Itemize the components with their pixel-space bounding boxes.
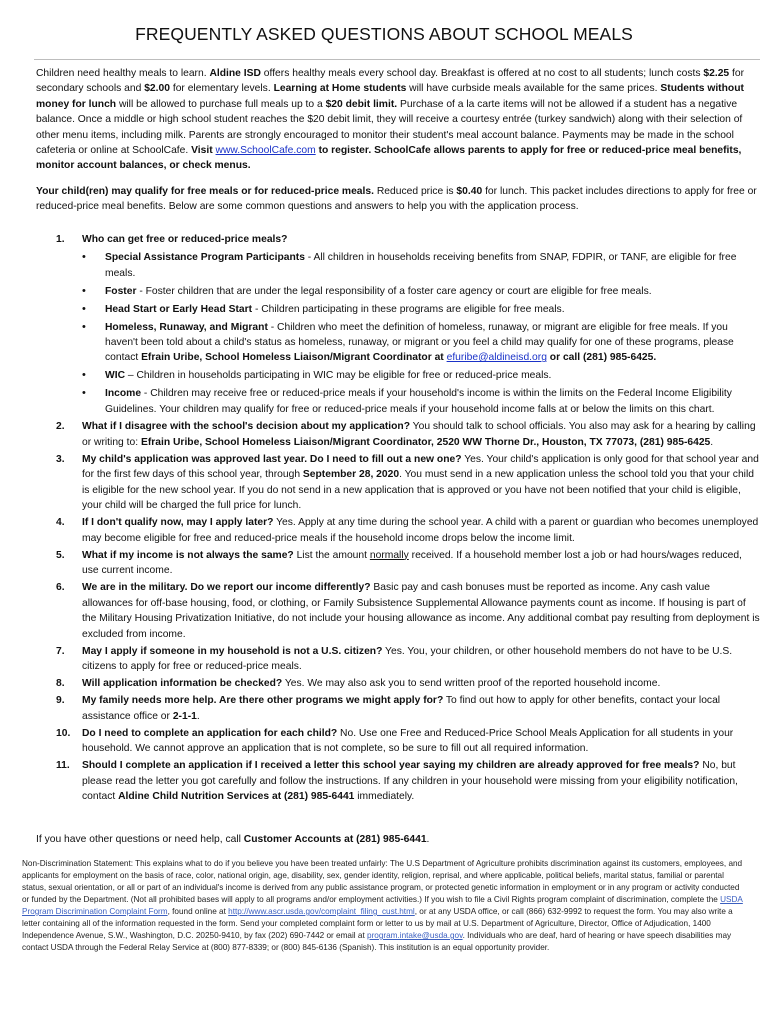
bullet-item — [82, 284, 760, 299]
bullet-item — [82, 368, 760, 383]
faq-number: 9. — [56, 695, 65, 707]
faq-answer: . — [196, 710, 200, 722]
faq-item — [36, 676, 760, 691]
bullet-icon: • — [82, 302, 86, 315]
intro-text: offers healthy meals every school day. Breakfast is offered at no cost to all students; lunch costs — [260, 68, 704, 79]
debit-limit: $20 debit limit. — [325, 98, 398, 110]
intro-text: Children need healthy meals to learn. — [36, 68, 210, 79]
faq-item — [36, 580, 760, 642]
faq-number: 4. — [56, 517, 65, 529]
bullet-text: - Children participating in these programs are eligible for free meals. — [252, 303, 565, 315]
usda-email-link[interactable]: program.intake@usda.gov — [367, 931, 463, 940]
eligibility-paragraph — [36, 184, 760, 215]
eligibility-bold: Your child(ren) may qualify for free meals or for reduced-price meals. — [36, 186, 374, 197]
faq-item — [36, 419, 760, 450]
faq-answer: No. Use one Free and Reduced-Price School Meals Application for all students in your household. We cannot approve an application that is not complete, so be sure to fill out all required information. — [82, 727, 734, 755]
deadline-date: September 28, 2020 — [302, 469, 400, 481]
faq-question: We are in the military. Do we report our income differently? — [82, 582, 371, 594]
title-divider — [34, 59, 760, 60]
faq-number: 7. — [56, 645, 65, 657]
bullet-text: - All children in households receiving benefits from SNAP, FDPIR, or TANF, are eligible for free meals. — [105, 252, 737, 279]
reduced-price: $0.40 — [456, 186, 483, 197]
bullet-bold: or call (281) 985-6425. — [546, 352, 657, 364]
bullet-icon: • — [82, 320, 86, 333]
faq-answer: You should talk to school officials. You also may ask for a hearing by calling or writing to: — [82, 421, 756, 448]
faq-question: Do I need to complete an application for each child? — [82, 727, 338, 739]
bullet-text: - Foster children that are under the legal responsibility of a foster care agency or court are eligible for free meals. — [136, 285, 652, 297]
complaint-form-link[interactable]: USDA Program Discrimination Complaint Form — [22, 895, 743, 916]
bullet-item — [82, 250, 760, 281]
intro-paragraph — [36, 66, 760, 174]
eligibility-bullets — [82, 250, 760, 417]
non-discrimination-statement — [22, 858, 748, 954]
faq-number: 8. — [56, 678, 65, 690]
bullet-heading: Homeless, Runaway, and Migrant — [105, 321, 268, 333]
faq-answer: . You must send in a new application unless the school told you that your child is eligible for the new school year. If you do not send in a new application that is approved or you have not been notified that your child is eligible, your child will be charged the full price for lunch. — [82, 469, 754, 512]
faq-item — [36, 515, 760, 546]
faq-answer-bold: 2-1-1 — [172, 710, 197, 722]
schoolcafe-link[interactable]: www.SchoolCafe.com — [215, 145, 316, 157]
elementary-price: $2.00 — [144, 83, 170, 95]
faq-item — [36, 644, 760, 675]
bullet-heading: Special Assistance Program Participants — [105, 252, 305, 264]
faq-item — [36, 548, 760, 579]
bullet-item — [82, 320, 760, 366]
contact-text: If you have other questions or need help, call — [36, 834, 244, 845]
faq-question: Will application information be checked? — [82, 678, 283, 690]
intro-bold: Visit — [191, 145, 216, 157]
faq-answer-bold: Aldine Child Nutrition Services at (281) 985-6441 — [118, 791, 355, 802]
faq-answer-underline: normally — [369, 549, 409, 561]
contact-line — [36, 832, 760, 847]
faq-question: Who can get free or reduced-price meals? — [82, 234, 288, 245]
bullet-heading: Head Start or Early Head Start — [105, 303, 253, 315]
bullet-icon: • — [82, 284, 86, 297]
nds-text: , found online at — [167, 907, 229, 916]
eligibility-text: Reduced price is — [374, 186, 457, 197]
faq-question: My child's application was approved last year. Do I need to fill out a new one? — [82, 453, 462, 465]
email-link[interactable]: efuribe@aldineisd.org — [446, 352, 547, 364]
faq-answer-bold: Efrain Uribe, School Homeless Liaison/Migrant Coordinator, 2520 WW Thorne Dr., Houston, TX 77073, (281) 985-6425 — [140, 436, 711, 448]
faq-item — [36, 693, 760, 724]
bullet-item — [82, 386, 760, 417]
faq-item — [36, 232, 760, 417]
faq-list — [36, 232, 760, 806]
contact-phone: Customer Accounts at (281) 985-6441 — [243, 834, 427, 845]
intro-bold: Learning at Home students — [273, 83, 407, 95]
bullet-icon: • — [82, 387, 86, 400]
bullet-icon: • — [82, 369, 86, 382]
faq-answer: List the amount — [293, 549, 370, 561]
faq-answer: No, but please read the letter you got carefully and follow the instructions. If any children in your household were missing from your eligibility notification, contact — [82, 760, 738, 802]
intro-bold: to register. SchoolCafe allows parents to apply for free or reduced-price meal benefits, monitor account balances, or check menus. — [36, 145, 742, 172]
faq-item — [36, 452, 760, 514]
intro-text: will be allowed to purchase full meals up to a — [116, 98, 326, 110]
intro-text: Purchase of a la carte items will not be allowed if a student has a negative balance. Once a middle or high school student reaches the $20 debit limit, they will receive a courtesy entrée (turkey sandwich) along with their selection of other menu items, including milk. Parents are strongly encouraged to monitor their student's meal account balance. Payments may be made in the school cafeteria or online at SchoolCafe. — [36, 98, 743, 157]
faq-answer: . — [710, 436, 714, 448]
bullet-text: - Children may receive free or reduced-price meals if your household's income is within the limits on the Federal Income Eligibility Guidelines. Your children may qualify for free or reduced-price meals if your household income falls at or below the limits on this chart. — [105, 388, 732, 415]
page-title: FREQUENTLY ASKED QUESTIONS ABOUT SCHOOL MEALS — [135, 24, 633, 44]
faq-answer: received. If a household member lost a job or had hours/wages reduced, use current income. — [82, 549, 742, 577]
bullet-icon: • — [82, 251, 86, 264]
faq-answer: Yes. Apply at any time during the school year. A child with a parent or guardian who becomes unemployed may become eligible for free and reduced-price meals if the household income drops below the income limit. — [82, 517, 759, 544]
faq-question: If I don't qualify now, may I apply later? — [82, 517, 274, 529]
bullet-text: - Children who meet the definition of homeless, runaway, or migrant are eligible for free meals. If you haven't been told about a child's status as homeless, runaway, or migrant or you feel a child may qualify for one of these programs, please contact — [105, 321, 734, 364]
intro-text: for secondary schools and — [36, 68, 745, 95]
bullet-bold: Efrain Uribe, School Homeless Liaison/Migrant Coordinator at — [141, 352, 447, 364]
faq-answer: immediately. — [354, 791, 415, 802]
secondary-price: $2.25 — [703, 68, 730, 79]
faq-question: Should I complete an application if I received a letter this school year saying my children are already approved for free meals? — [82, 760, 700, 772]
faq-number: 1. — [56, 234, 65, 245]
faq-answer: Basic pay and cash bonuses must be reported as income. Any cash value allowances for off-base housing, food, or clothing, or Family Subsistence Supplemental Allowance payments count as income. If housing is part of the Military Housing Privatization Initiative, do not include your housing allowance as income. Any additional combat pay resulting from deployment is excluded from income. — [82, 582, 760, 640]
faq-answer: Yes. Your child's application is only good for that school year and for the first few days of this school year, through — [82, 453, 759, 481]
district-name: Aldine ISD — [209, 68, 261, 79]
faq-answer: Yes. We may also ask you to send written proof of the reported household income. — [282, 678, 661, 690]
faq-item — [36, 726, 760, 757]
faq-number: 10. — [56, 727, 71, 739]
bullet-heading: Foster — [105, 285, 137, 297]
faq-question: What if I disagree with the school's decision about my application? — [82, 421, 410, 433]
faq-question: May I apply if someone in my household is not a U.S. citizen? — [82, 645, 383, 657]
intro-bold: Students without money for lunch — [36, 83, 744, 110]
faq-answer: Yes. You, your children, or other household members do not have to be U.S. citizens to apply for free or reduced-price meals. — [82, 645, 733, 672]
nds-text: , or at any USDA office, or call (866) 632-9992 to request the form. You may also write a letter containing all of the information requested in the form. Send your completed complaint form or letter to us by mail at U.S. Department of Agriculture, Director, Office of Adjudication, 1400 Independence Avenue, S.W., Washington, D.C. 20250-9410, by fax (202) 690-7442 or email at — [22, 907, 733, 940]
faq-answer: To find out how to apply for other benefits, contact your local assistance office or — [82, 695, 721, 722]
nds-text: . Individuals who are deaf, hard of hearing or have speech disabilities may contact USDA through the Federal Relay Service at (800) 877-8339; or (800) 845-6136 (Spanish). This institution is an equal opportunity provider. — [22, 931, 732, 952]
bullet-heading: WIC — [105, 370, 126, 382]
ascr-url-link[interactable]: http://www.ascr.usda.gov/complaint_filing_cust.html — [228, 907, 415, 916]
eligibility-text: for lunch. This packet includes directions to apply for free or reduced-price meal benefits. Below are some common questions and answers to help you with the application process. — [36, 186, 757, 213]
nds-text: Non-Discrimination Statement: This explains what to do if you believe you have been treated unfairly: The U.S Department of Agriculture prohibits discrimination against its customers, employees, and applicants for employment on the basis of race, color, national origin, age, disability, sex, gender identity, religion, reprisal, and where applicable, political beliefs, marital status, familial or parental status, sexual orientation, or all or part of an individual's income is derived from any public assistance program, or protected genetic information in employment or in any program or activity conducted or funded by the Department. (Not all prohibited bases will apply to all programs and/or employment activities.) If you wish to file a Civil Rights program complaint of discrimination, complete the — [22, 859, 743, 904]
faq-number: 11. — [56, 760, 70, 772]
bullet-item — [82, 302, 760, 317]
faq-number: 3. — [56, 453, 65, 465]
intro-text: for elementary levels. — [169, 83, 274, 95]
faq-question: What if my income is not always the same? — [82, 549, 294, 561]
faq-number: 6. — [56, 582, 65, 594]
faq-item — [36, 758, 760, 804]
bullet-heading: Income — [105, 388, 142, 400]
bullet-text: – Children in households participating in WIC may be eligible for free or reduced-price meals. — [125, 370, 552, 382]
faq-number: 2. — [56, 421, 65, 433]
contact-text: . — [426, 834, 430, 845]
intro-text: will have curbside meals available for the same prices. — [406, 83, 661, 95]
faq-number: 5. — [56, 549, 65, 561]
faq-question: My family needs more help. Are there other programs we might apply for? — [82, 695, 444, 707]
